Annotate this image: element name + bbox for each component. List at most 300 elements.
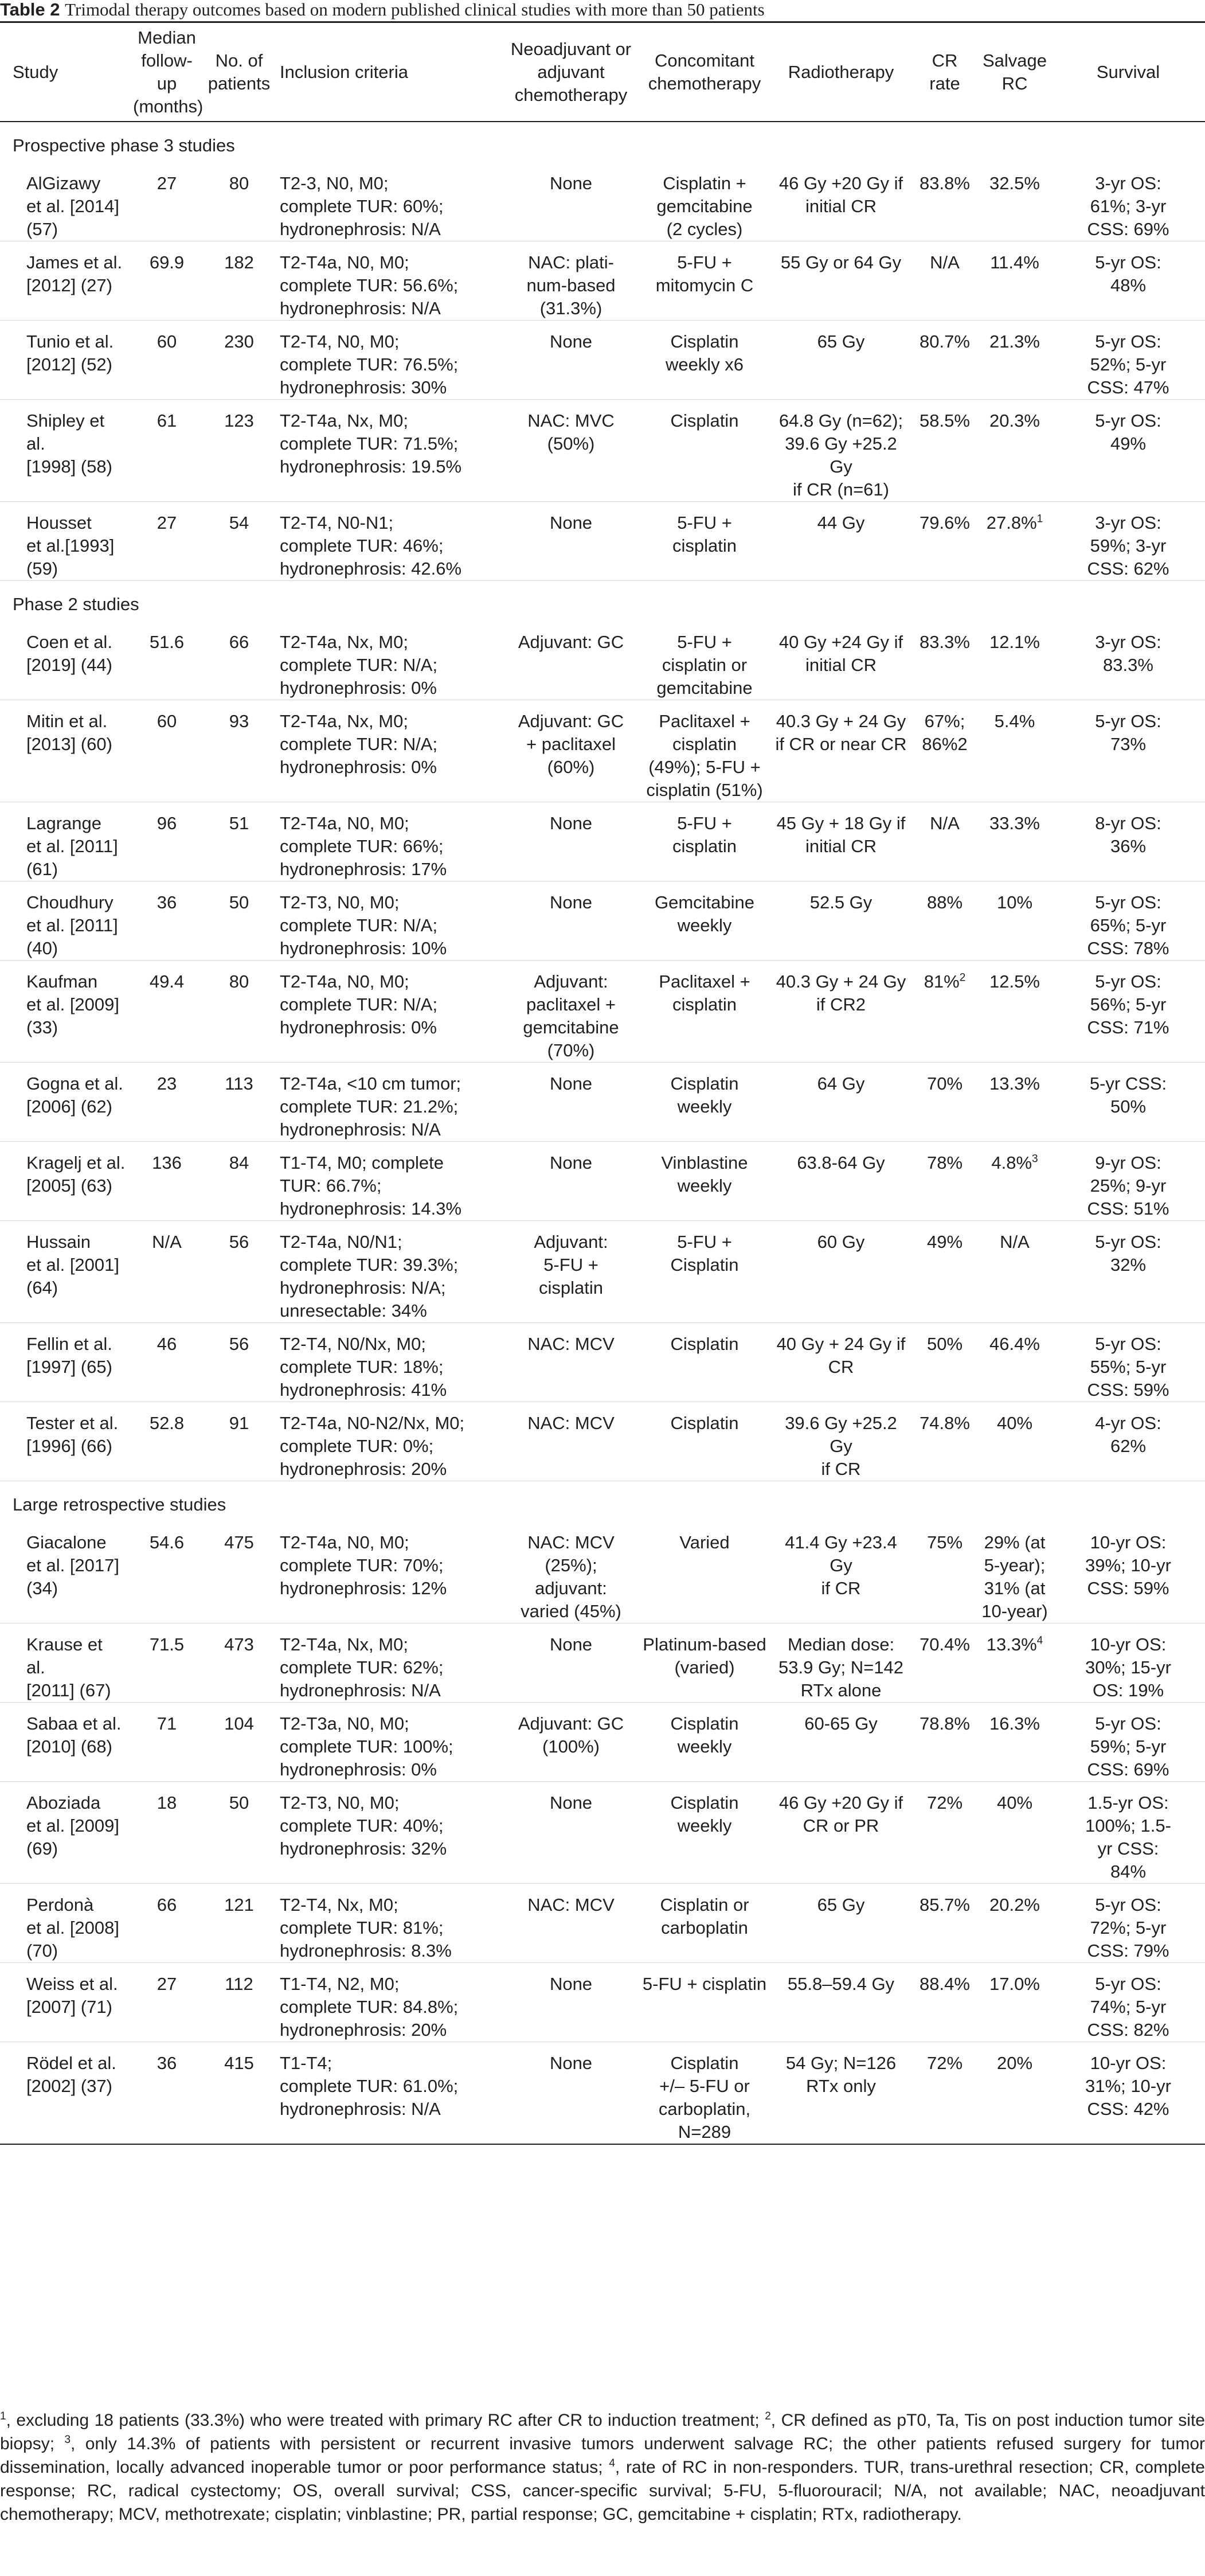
patients-cell-text: 123 — [224, 411, 254, 431]
chemo-cell-line: (50%) — [547, 434, 595, 454]
inclusion-cell-line: complete TUR: 61.0%; — [280, 2076, 459, 2096]
survival-cell-line: CSS: 69% — [1087, 1759, 1169, 1779]
patients-cell-text: 66 — [229, 632, 249, 652]
chemo-cell-line: (100%) — [542, 1736, 600, 1757]
salvage-rc-cell — [978, 621, 1051, 700]
concomitant-cell-line: Cisplatin — [670, 411, 739, 431]
concomitant-cell — [639, 621, 770, 700]
study-cell — [0, 162, 130, 241]
inclusion-cell-line: T2-T4a, Nx, M0; — [280, 411, 408, 431]
salvage-rc-cell — [978, 802, 1051, 881]
concomitant-cell-line: Cisplatin — [670, 1255, 739, 1275]
study-cell-line: (34) — [26, 1578, 58, 1598]
followup-cell-text: 61 — [157, 411, 177, 431]
radiotherapy-cell — [770, 1521, 911, 1623]
cr-rate-cell-text: 81% — [924, 971, 960, 992]
chemo-cell — [503, 241, 639, 321]
table-row — [0, 321, 1205, 400]
chemo-cell — [503, 2042, 639, 2145]
section-title: Prospective phase 3 studies — [13, 135, 235, 155]
study-cell-line: (59) — [26, 559, 58, 579]
inclusion-cell-line: complete TUR: 84.8%; — [280, 1997, 459, 2017]
survival-cell — [1051, 2042, 1205, 2145]
study-cell-line: Weiss et al. — [26, 1974, 118, 1994]
survival-cell-line: 52%; 5-yr — [1090, 354, 1167, 374]
patients-cell — [204, 961, 274, 1063]
patients-cell-line — [208, 1531, 271, 1554]
radiotherapy-cell-line: if CR or near CR — [775, 734, 907, 754]
survival-cell-line: CSS: 47% — [1087, 377, 1169, 397]
chemo-cell — [503, 961, 639, 1063]
concomitant-cell-line: weekly — [677, 1736, 732, 1757]
patients-cell-text: 84 — [229, 1153, 249, 1173]
survival-cell-line: 5-yr OS: — [1095, 411, 1161, 431]
chemo-cell-line: (25%); — [545, 1555, 597, 1575]
followup-cell-text: 27 — [157, 173, 177, 193]
chemo-cell-line: None — [549, 892, 593, 912]
radiotherapy-cell-line: 39.6 Gy +25.2 Gy — [785, 434, 897, 477]
chemo-cell-line: gemcitabine — [523, 1017, 619, 1037]
patients-cell-line — [208, 1412, 271, 1435]
followup-cell — [130, 502, 204, 581]
patients-cell-line — [208, 409, 271, 432]
inclusion-cell-line: T2-T4a, N0/N1; — [280, 1232, 402, 1252]
survival-cell-line: 10-yr OS: — [1090, 1532, 1167, 1552]
study-cell-line: [2006] (62) — [26, 1096, 112, 1117]
inclusion-cell-line: T2-T4a, <10 cm tumor; — [280, 1074, 461, 1094]
patients-cell — [204, 321, 274, 400]
chemo-cell — [503, 502, 639, 581]
inclusion-cell-line: hydronephrosis: 19.5% — [280, 456, 462, 477]
concomitant-cell — [639, 1521, 770, 1623]
chemo-cell-line: NAC: MCV — [527, 1413, 615, 1433]
table-footnotes — [0, 2409, 1205, 2526]
study-cell-line: [2019] (44) — [26, 655, 112, 675]
survival-cell — [1051, 700, 1205, 802]
survival-cell-line: OS: 19% — [1092, 1680, 1164, 1700]
footnote-mark: 1 — [1036, 513, 1043, 525]
radiotherapy-cell-line: CR or PR — [803, 1816, 879, 1836]
concomitant-cell-line: gemcitabine — [656, 196, 753, 216]
study-cell — [0, 802, 130, 881]
chemo-cell — [503, 802, 639, 881]
inclusion-cell-line: T1-T4, M0; complete — [280, 1153, 444, 1173]
concomitant-cell-line: Platinum-based — [643, 1634, 766, 1654]
inclusion-cell — [274, 321, 503, 400]
survival-cell-line: 1.5-yr OS: — [1087, 1793, 1169, 1813]
cr-rate-cell — [911, 1142, 978, 1221]
column-header: Inclusion criteria — [274, 22, 503, 122]
inclusion-cell — [274, 1521, 503, 1623]
followup-cell — [130, 802, 204, 881]
followup-cell-line — [133, 512, 201, 534]
salvage-rc-cell-line: 5-year); — [984, 1555, 1046, 1575]
concomitant-cell-line: mitomycin C — [655, 275, 754, 295]
table-row — [0, 162, 1205, 241]
chemo-cell — [503, 700, 639, 802]
study-cell — [0, 1884, 130, 1963]
patients-cell — [204, 1884, 274, 1963]
inclusion-cell-line: complete TUR: 39.3%; — [280, 1255, 459, 1275]
survival-cell-line: 61%; 3-yr — [1090, 196, 1167, 216]
concomitant-cell — [639, 1323, 770, 1402]
patients-cell — [204, 1782, 274, 1884]
followup-cell-text: 23 — [157, 1074, 177, 1094]
chemo-cell — [503, 1521, 639, 1623]
concomitant-cell — [639, 400, 770, 502]
concomitant-cell-line: cisplatin or — [662, 655, 748, 675]
table-row — [0, 1221, 1205, 1323]
radiotherapy-cell-line: RTx only — [806, 2076, 876, 2096]
followup-cell-text: N/A — [152, 1232, 182, 1252]
patients-cell-text: 113 — [225, 1074, 253, 1094]
inclusion-cell — [274, 961, 503, 1063]
radiotherapy-cell-line: 39.6 Gy +25.2 Gy — [785, 1413, 897, 1456]
radiotherapy-cell — [770, 621, 911, 700]
patients-cell-text: 475 — [224, 1532, 254, 1552]
cr-rate-cell-line — [915, 1412, 975, 1435]
cr-rate-cell-line — [915, 710, 975, 733]
radiotherapy-cell-line: 46 Gy +20 Gy if — [778, 173, 903, 193]
salvage-rc-cell — [978, 502, 1051, 581]
chemo-cell-line: NAC: MCV — [527, 1334, 615, 1354]
chemo-cell — [503, 1623, 639, 1703]
study-cell-line: Hussain — [26, 1232, 91, 1252]
followup-cell-text: 18 — [157, 1793, 177, 1813]
cr-rate-cell — [911, 321, 978, 400]
salvage-rc-cell — [978, 1521, 1051, 1623]
salvage-rc-cell-line: 13.3% — [989, 1074, 1040, 1094]
radiotherapy-cell-line: 53.9 Gy; N=142 — [778, 1657, 903, 1677]
salvage-rc-cell — [978, 1782, 1051, 1884]
patients-cell-line — [208, 891, 271, 914]
concomitant-cell-line: weekly — [677, 915, 732, 935]
chemo-cell-line: (60%) — [547, 757, 595, 777]
survival-cell — [1051, 502, 1205, 581]
followup-cell — [130, 1063, 204, 1142]
followup-cell — [130, 1521, 204, 1623]
concomitant-cell-line: Cisplatin — [670, 1793, 739, 1813]
column-header: Study — [0, 22, 130, 122]
followup-cell-text: 69.9 — [149, 252, 185, 272]
study-cell-line: Kragelj et al. — [26, 1153, 126, 1173]
concomitant-cell-line: cisplatin — [672, 536, 737, 556]
study-cell-line: Aboziada — [26, 1793, 101, 1813]
salvage-rc-cell-line — [981, 1152, 1048, 1174]
study-cell-line: Tunio et al. — [26, 331, 114, 352]
cr-rate-cell-line — [915, 970, 975, 993]
study-cell-line: Choudhury — [26, 892, 114, 912]
footnote-mark: 4 — [609, 2457, 615, 2469]
concomitant-cell-line: 5-FU + — [677, 813, 732, 833]
salvage-rc-cell — [978, 1142, 1051, 1221]
concomitant-cell-line: Paclitaxel + — [659, 971, 750, 992]
radiotherapy-cell-line: 54 Gy; N=126 — [785, 2053, 897, 2073]
study-cell — [0, 2042, 130, 2145]
survival-cell — [1051, 1782, 1205, 1884]
salvage-rc-cell-line — [981, 512, 1048, 534]
radiotherapy-cell — [770, 1221, 911, 1323]
study-cell-line: et al. [2011] — [26, 915, 118, 935]
patients-cell — [204, 1623, 274, 1703]
cr-rate-cell-line — [915, 1712, 975, 1735]
cr-rate-cell — [911, 1402, 978, 1481]
salvage-rc-cell-line: 46.4% — [989, 1334, 1040, 1354]
inclusion-cell-line: hydronephrosis: 32% — [280, 1839, 447, 1859]
chemo-cell-line: Adjuvant: GC — [518, 1714, 624, 1734]
table-caption — [0, 0, 1205, 21]
inclusion-cell-line: T2-T4a, N0, M0; — [280, 252, 409, 272]
study-cell-line: (61) — [26, 859, 58, 879]
chemo-cell-line: NAC: MVC — [527, 411, 615, 431]
cr-rate-cell-line — [915, 512, 975, 534]
concomitant-cell-line: 5-FU + — [677, 632, 732, 652]
cr-rate-cell-text: 70.4% — [920, 1634, 970, 1654]
radiotherapy-cell-line: 40 Gy + 24 Gy if — [776, 1334, 906, 1354]
concomitant-cell-line: 5-FU + cisplatin — [642, 1974, 767, 1994]
cr-rate-cell-line — [915, 1531, 975, 1554]
concomitant-cell — [639, 881, 770, 961]
survival-cell — [1051, 1623, 1205, 1703]
patients-cell-text: 93 — [229, 711, 249, 731]
salvage-rc-cell-line: 40% — [996, 1793, 1033, 1813]
salvage-rc-cell-line: 11.4% — [990, 252, 1039, 272]
cr-rate-cell — [911, 881, 978, 961]
salvage-rc-cell — [978, 1221, 1051, 1323]
concomitant-cell-line: cisplatin (51%) — [646, 780, 763, 800]
survival-cell-line: 3-yr OS: — [1095, 513, 1161, 533]
footnote-mark: 2 — [765, 2410, 771, 2422]
salvage-rc-cell-line: 31% (at — [984, 1578, 1046, 1598]
concomitant-cell-line: Gemcitabine — [654, 892, 755, 912]
study-cell-line: et al. [2009] — [26, 1816, 120, 1836]
inclusion-cell-line: hydronephrosis: 20% — [280, 1459, 447, 1479]
inclusion-cell-line: T2-T4a, N0, M0; — [280, 1532, 409, 1552]
study-cell-line: et al.[1993] — [26, 536, 115, 556]
concomitant-cell — [639, 502, 770, 581]
salvage-rc-cell-line: 32.5% — [989, 173, 1040, 193]
followup-cell-line — [133, 1792, 201, 1814]
cr-rate-cell-line — [915, 1894, 975, 1917]
survival-cell-line: 5-yr OS: — [1095, 252, 1161, 272]
followup-cell-line — [133, 710, 201, 733]
patients-cell — [204, 802, 274, 881]
table-caption-text: Trimodal therapy outcomes based on modern published clinical studies with more than 50 patients — [65, 0, 765, 19]
concomitant-cell-line: cisplatin — [672, 836, 737, 856]
chemo-cell-line: cisplatin — [539, 1278, 603, 1298]
followup-cell — [130, 1623, 204, 1703]
radiotherapy-cell-line: if CR — [821, 1459, 861, 1479]
table-row — [0, 1963, 1205, 2042]
survival-cell-line: CSS: 78% — [1087, 938, 1169, 958]
radiotherapy-cell-line: initial CR — [805, 196, 877, 216]
survival-cell-line: 3-yr OS: — [1095, 632, 1161, 652]
survival-cell-line: 4-yr OS: — [1095, 1413, 1161, 1433]
section-row — [0, 122, 1205, 162]
survival-cell — [1051, 1221, 1205, 1323]
cr-rate-cell-text: 83.3% — [920, 632, 970, 652]
study-cell-line: Giacalone — [26, 1532, 107, 1552]
patients-cell — [204, 241, 274, 321]
concomitant-cell-line: Cisplatin — [670, 331, 739, 352]
chemo-cell-line: adjuvant: — [535, 1578, 607, 1598]
cr-rate-cell — [911, 1521, 978, 1623]
radiotherapy-cell — [770, 1884, 911, 1963]
salvage-rc-cell-line — [981, 1633, 1048, 1656]
chemo-cell-line: + paclitaxel — [526, 734, 616, 754]
salvage-rc-cell-line: 10-year) — [981, 1601, 1048, 1621]
survival-cell-line: CSS: 69% — [1087, 219, 1169, 239]
patients-cell-line — [208, 330, 271, 353]
cr-rate-cell-line — [915, 631, 975, 654]
patients-cell-line — [208, 2052, 271, 2075]
concomitant-cell-line: weekly — [677, 1096, 732, 1117]
radiotherapy-cell — [770, 1963, 911, 2042]
inclusion-cell — [274, 1063, 503, 1142]
cr-rate-cell-line — [915, 172, 975, 195]
chemo-cell-line: num-based — [526, 275, 616, 295]
inclusion-cell-line: complete TUR: N/A; — [280, 994, 438, 1014]
salvage-rc-cell-text: 13.3% — [986, 1634, 1037, 1654]
concomitant-cell-line: 5-FU + — [677, 252, 732, 272]
study-cell — [0, 1323, 130, 1402]
followup-cell-text: 52.8 — [149, 1413, 185, 1433]
radiotherapy-cell-line: 40.3 Gy + 24 Gy — [776, 971, 906, 992]
salvage-rc-cell-text: 4.8% — [991, 1153, 1032, 1173]
followup-cell — [130, 2042, 204, 2145]
patients-cell-line — [208, 251, 271, 274]
inclusion-cell-line: hydronephrosis: N/A — [280, 219, 441, 239]
salvage-rc-cell — [978, 321, 1051, 400]
radiotherapy-cell-line: 46 Gy +20 Gy if — [778, 1793, 903, 1813]
followup-cell-line — [133, 330, 201, 353]
patients-cell-text: 54 — [229, 513, 249, 533]
cr-rate-cell-text: 70% — [926, 1074, 963, 1094]
patients-cell — [204, 1703, 274, 1782]
column-header: Salvage RC — [978, 22, 1051, 122]
study-cell-line: James et al. — [26, 252, 123, 272]
patients-cell-text: 80 — [229, 173, 249, 193]
patients-cell-text: 80 — [229, 971, 249, 992]
survival-cell-line: 3-yr OS: — [1095, 173, 1161, 193]
chemo-cell-line: None — [549, 1074, 593, 1094]
study-cell-line: Sabaa et al. — [26, 1714, 122, 1734]
cr-rate-cell-text: 88.4% — [920, 1974, 970, 1994]
cr-rate-cell-text: 78% — [926, 1153, 963, 1173]
survival-cell — [1051, 961, 1205, 1063]
chemo-cell — [503, 1142, 639, 1221]
concomitant-cell — [639, 802, 770, 881]
patients-cell — [204, 1063, 274, 1142]
patients-cell-line — [208, 1231, 271, 1254]
chemo-cell-line: Adjuvant: GC — [518, 632, 624, 652]
column-header: Median follow-up (months) — [130, 22, 204, 122]
inclusion-cell-line: hydronephrosis: N/A — [280, 2099, 441, 2119]
patients-cell-text: 121 — [224, 1895, 254, 1915]
followup-cell — [130, 1963, 204, 2042]
salvage-rc-cell — [978, 162, 1051, 241]
cr-rate-cell-line — [915, 812, 975, 835]
followup-cell-text: 27 — [157, 1974, 177, 1994]
salvage-rc-cell-line: 33.3% — [989, 813, 1040, 833]
survival-cell — [1051, 1142, 1205, 1221]
study-cell-line: [2007] (71) — [26, 1997, 112, 2017]
concomitant-cell-line: Cisplatin + — [663, 173, 746, 193]
inclusion-cell-line: T2-3, N0, M0; — [280, 173, 389, 193]
chemo-cell — [503, 162, 639, 241]
salvage-rc-cell-line: 16.3% — [989, 1714, 1040, 1734]
survival-cell-line: 5-yr OS: — [1095, 892, 1161, 912]
concomitant-cell — [639, 1703, 770, 1782]
study-cell-line: Lagrange — [26, 813, 102, 833]
radiotherapy-cell — [770, 162, 911, 241]
followup-cell-text: 54.6 — [149, 1532, 185, 1552]
cr-rate-cell-line — [915, 1633, 975, 1656]
survival-cell-line: CSS: 71% — [1087, 1017, 1169, 1037]
footnote-text: , excluding 18 patients (33.3%) who were treated with primary RC after CR to induction treatment; — [6, 2411, 765, 2430]
concomitant-cell — [639, 1063, 770, 1142]
cr-rate-cell-line — [915, 1152, 975, 1174]
table-row — [0, 400, 1205, 502]
survival-cell — [1051, 802, 1205, 881]
outcomes-table — [0, 21, 1205, 2145]
salvage-rc-cell-line: 12.5% — [989, 971, 1040, 992]
followup-cell-text: 96 — [157, 813, 177, 833]
inclusion-cell — [274, 802, 503, 881]
cr-rate-cell-line — [915, 2052, 975, 2075]
chemo-cell-line: varied (45%) — [521, 1601, 621, 1621]
radiotherapy-cell-line: 55 Gy or 64 Gy — [780, 252, 902, 272]
footnote-text: , CR defined as pT0, Ta, Tis on post induction tumor site biopsy; — [0, 2411, 1205, 2453]
footnote-mark: 3 — [64, 2434, 71, 2446]
footnote-mark: 2 — [959, 971, 966, 984]
study-cell-line: Housset — [26, 513, 92, 533]
survival-cell-line: CSS: 79% — [1087, 1941, 1169, 1961]
inclusion-cell-line: T2-T4a, Nx, M0; — [280, 1634, 408, 1654]
study-cell-line: [1996] (66) — [26, 1436, 112, 1456]
followup-cell-text: 60 — [157, 711, 177, 731]
patients-cell-line — [208, 1152, 271, 1174]
inclusion-cell-line: hydronephrosis: 0% — [280, 1017, 437, 1037]
cr-rate-cell-line — [915, 1973, 975, 1996]
radiotherapy-cell-line: if CR2 — [816, 994, 866, 1014]
radiotherapy-cell — [770, 881, 911, 961]
inclusion-cell-line: complete TUR: 71.5%; — [280, 434, 459, 454]
inclusion-cell-line: T2-T4, N0/Nx, M0; — [280, 1334, 426, 1354]
study-cell-line: et al. [2014] — [26, 196, 120, 216]
cr-rate-cell-text: 49% — [926, 1232, 963, 1252]
chemo-cell — [503, 400, 639, 502]
chemo-cell-line: 5-FU + — [543, 1255, 598, 1275]
radiotherapy-cell-line: 40 Gy +24 Gy if — [778, 632, 903, 652]
survival-cell-line: CSS: 42% — [1087, 2099, 1169, 2119]
cr-rate-cell-text: 72% — [926, 2053, 963, 2073]
inclusion-cell-line: complete TUR: 18%; — [280, 1357, 444, 1377]
followup-cell — [130, 1703, 204, 1782]
survival-cell — [1051, 1884, 1205, 1963]
salvage-rc-cell — [978, 1323, 1051, 1402]
survival-cell-line: CSS: 51% — [1087, 1199, 1169, 1219]
salvage-rc-cell-line: 17.0% — [989, 1974, 1040, 1994]
inclusion-cell-line: T2-T4a, Nx, M0; — [280, 711, 408, 731]
cr-rate-cell-text: 67%; — [924, 711, 965, 731]
concomitant-cell-line: weekly x6 — [665, 354, 744, 374]
salvage-rc-cell-line: 20.3% — [989, 411, 1040, 431]
chemo-cell-line: None — [549, 513, 593, 533]
concomitant-cell — [639, 1963, 770, 2042]
patients-cell — [204, 1323, 274, 1402]
cr-rate-cell-text: 72% — [926, 1793, 963, 1813]
